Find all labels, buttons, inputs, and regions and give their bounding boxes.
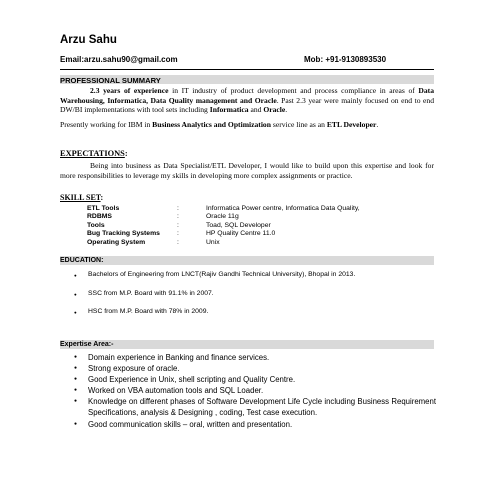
expertise-item: ● Good communication skills – oral, written and presentation. [74, 419, 436, 430]
skill-row [87, 239, 360, 247]
heading-colon: : [124, 149, 128, 158]
education-item: ● HSC from M.P. Board with 78% in 2009. [74, 308, 355, 317]
skill-row [87, 230, 360, 238]
skill-value: Unix [206, 238, 220, 246]
skill-row [87, 213, 360, 221]
mobile-line: Mob: +91-9130893530 [304, 55, 387, 64]
summary-section [60, 86, 434, 129]
job-title: ETL Developer [326, 119, 377, 129]
summary-tool: Informatica [209, 105, 249, 114]
skill-value: Informatica Power centre, Informatica Data Quality, [206, 205, 360, 212]
summary-text: and [248, 105, 264, 114]
skills-heading-text: SKILL SET [60, 193, 101, 202]
expertise-item: ● Domain experience in Banking and finance services. [74, 352, 436, 363]
expertise-item: ● Worked on VBA automation tools and SQL Loader. [74, 385, 436, 396]
skill-sep: : [177, 213, 179, 221]
expectations-heading-text: EXPECTATIONS [60, 149, 125, 158]
skill-key: ETL Tools [87, 205, 120, 212]
skill-key: Tools [87, 221, 105, 229]
summary-text: Presently working for IBM in [60, 119, 153, 129]
expertise-item: ● Strong exposure of oracle. [74, 363, 436, 374]
summary-text: . [285, 105, 288, 114]
expectations-text: Being into business as Data Specialist/ETL Developer, I would like to build upon this expertise and look for more responsibilities to leverage my skills in developing more complex assignments or practice. [60, 161, 434, 180]
heading-colon: : [100, 193, 104, 202]
skill-sep: : [177, 238, 179, 246]
skill-value: HP Quality Centre 11.0 [206, 230, 276, 238]
expertise-item: ● Knowledge on different phases of Software Development Life Cycle including Business Requirement Specifications, analysis & Designing , coding, Test case execution. [74, 396, 436, 418]
skill-row [87, 205, 360, 213]
experience-years: 2.3 years of experience [90, 86, 169, 95]
summary-areas: Data Warehousing, Informatica, Data Quality management and Oracle [60, 86, 434, 105]
education-item: ● SSC from M.P. Board with 91.1% in 2007. [74, 290, 355, 299]
education-heading: EDUCATION: [60, 256, 104, 264]
skill-value: Oracle 11g [206, 213, 239, 221]
service-line: Business Analytics and Optimization [152, 119, 271, 129]
expectations-heading [60, 149, 128, 158]
skill-value: Toad, SQL Developer [206, 221, 271, 229]
current-role-paragraph [60, 120, 434, 130]
header-divider [60, 69, 434, 70]
expectations-section [60, 161, 434, 180]
skills-table [87, 205, 360, 247]
skill-row [87, 222, 360, 230]
summary-text: in IT industry of product development and process compliance in areas of [168, 86, 419, 95]
expertise-item: ● Good Experience in Unix, shell scripting and Quality Centre. [74, 374, 436, 385]
skill-sep: : [177, 230, 179, 238]
skill-key: Bug Tracking Systems [87, 230, 160, 238]
expertise-heading-bar [60, 340, 434, 349]
summary-paragraph [60, 86, 434, 115]
education-heading-bar [60, 256, 434, 265]
skill-sep: : [177, 205, 179, 212]
education-item: ● Bachelors of Engineering from LNCT(Rajiv Gandhi Technical University), Bhopal in 2013. [74, 271, 355, 280]
candidate-name: Arzu Sahu [60, 34, 117, 46]
summary-text: . Past 2.3 year were mainly focused on end to end DW/BI implementations with tool sets including [60, 95, 434, 114]
expertise-list [74, 352, 436, 430]
skill-key: Operating System [87, 238, 146, 246]
summary-text: . [376, 119, 379, 129]
skills-heading [60, 193, 103, 202]
skill-key: RDBMS [87, 213, 112, 221]
education-list [74, 271, 355, 317]
summary-text: service line as an [270, 119, 327, 129]
summary-tool: Oracle [263, 105, 286, 114]
skill-sep: : [177, 221, 179, 229]
expertise-heading: Expertise Area:- [60, 340, 114, 348]
summary-heading: PROFESSIONAL SUMMARY [60, 75, 161, 85]
email-line: Email:arzu.sahu90@gmail.com [60, 55, 178, 64]
